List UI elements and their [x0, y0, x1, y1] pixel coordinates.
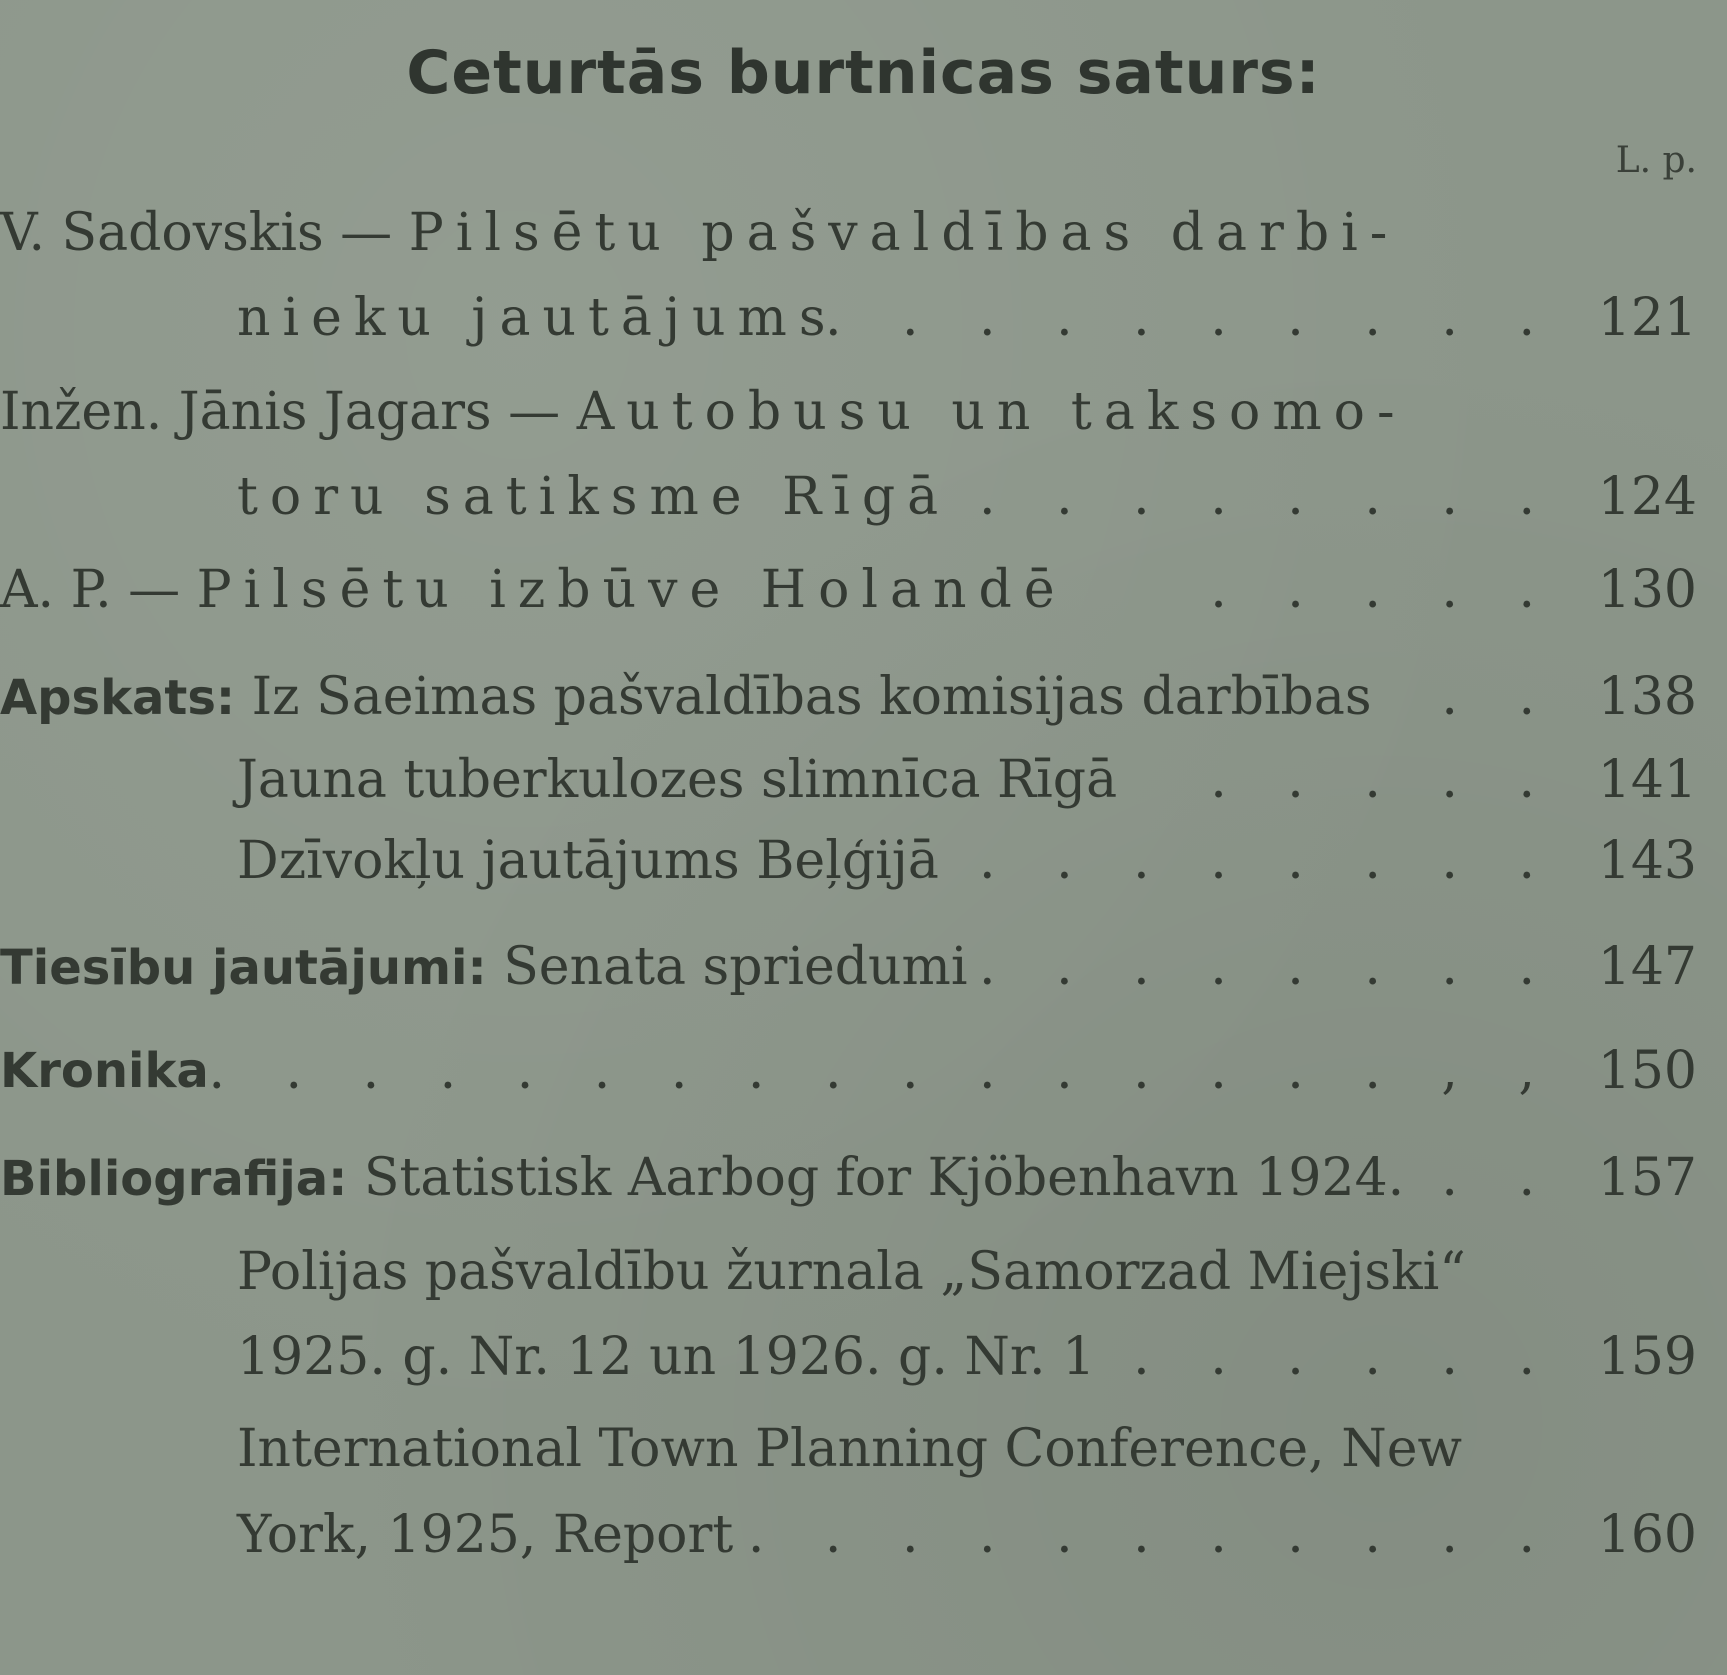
toc-entry-1-line-2: [0, 283, 1727, 353]
tiesibu-entry: [0, 932, 1727, 1002]
author: Inžen. Jānis Jagars —: [0, 382, 561, 442]
leader-dots: . . . . . .: [1133, 1327, 1557, 1387]
page-number: 138: [1597, 667, 1697, 727]
page-column-label: L. p.: [1615, 140, 1697, 181]
leader-dots: . . . . . . . .: [979, 467, 1557, 527]
bibliografija-item-3-line-1: [0, 1414, 1727, 1484]
article-title: Pilsētu pašvaldības darbi-: [408, 203, 1400, 263]
leader-dots: . . . . .: [1210, 750, 1557, 810]
section-label: Bibliografija:: [0, 1151, 348, 1207]
article-title: Autobusu un taksomo-: [576, 382, 1407, 442]
page-number: 147: [1597, 937, 1697, 997]
kronika-entry: [0, 1036, 1727, 1106]
toc-entry-3: [0, 555, 1727, 625]
apskats-item-1: [0, 662, 1727, 732]
page-number: 121: [1597, 288, 1697, 348]
item-title: Jauna tuberkulozes slimnīca Rīgā: [237, 750, 1118, 810]
leader-dots: . . . . . . . . . . . . . . . . , ,: [208, 1041, 1557, 1101]
item-title: Statistisk Aarbog for Kjöbenhavn 1924.: [363, 1148, 1405, 1208]
section-label: Apskats:: [0, 670, 236, 726]
page-number: 150: [1597, 1041, 1697, 1101]
item-title: Iz Saeimas pašvaldības komisijas darbības: [251, 667, 1372, 727]
item-title-cont: 1925. g. Nr. 12 un 1926. g. Nr. 1: [237, 1327, 1096, 1387]
leader-dots: . . . . . . . . . .: [824, 288, 1557, 348]
page-number: 157: [1597, 1148, 1697, 1208]
item-title: International Town Planning Conference, New: [237, 1419, 1463, 1479]
article-title-cont: toru satiksme Rīgā: [237, 467, 951, 527]
section-label: Kronika: [0, 1043, 209, 1099]
bibliografija-item-3-line-2: [0, 1500, 1727, 1570]
page-number: 141: [1597, 750, 1697, 810]
article-title-cont: nieku jautājums: [237, 288, 838, 348]
page-number: 130: [1597, 560, 1697, 620]
item-title: Polijas pašvaldību žurnala „Samorzad Miejski“: [237, 1242, 1466, 1302]
author: A. P. —: [0, 560, 181, 620]
item-title: Senata spriedumi: [503, 937, 968, 997]
leader-dots: . .: [1441, 1148, 1557, 1208]
item-title: Dzīvokļu jautājums Beļģijā: [237, 831, 939, 891]
page-number: 160: [1597, 1505, 1697, 1565]
toc-entry-1-line-1: [0, 198, 1727, 268]
author: V. Sadovskis —: [0, 203, 393, 263]
page-number: 159: [1597, 1327, 1697, 1387]
leader-dots: . . . . . . . .: [979, 831, 1557, 891]
leader-dots: . . . . . . . .: [979, 937, 1557, 997]
article-title: Pilsētu izbūve Holandē: [196, 560, 1067, 620]
toc-entry-2-line-1: [0, 377, 1727, 447]
apskats-item-3: [0, 826, 1727, 896]
bibliografija-item-2-line-1: [0, 1237, 1727, 1307]
page-title: Ceturtās burtnicas saturs:: [406, 38, 1321, 108]
leader-dots: . . . . . . . . . . .: [747, 1505, 1557, 1565]
page-number: 143: [1597, 831, 1697, 891]
bibliografija-item-1: [0, 1143, 1727, 1213]
item-title-cont: York, 1925, Report: [237, 1505, 734, 1565]
apskats-item-2: [0, 745, 1727, 815]
leader-dots: . . . . .: [1210, 560, 1557, 620]
leader-dots: . .: [1441, 667, 1557, 727]
bibliografija-item-2-line-2: [0, 1322, 1727, 1392]
section-label: Tiesību jautājumi:: [0, 940, 487, 996]
toc-entry-2-line-2: [0, 462, 1727, 532]
page-number: 124: [1597, 467, 1697, 527]
